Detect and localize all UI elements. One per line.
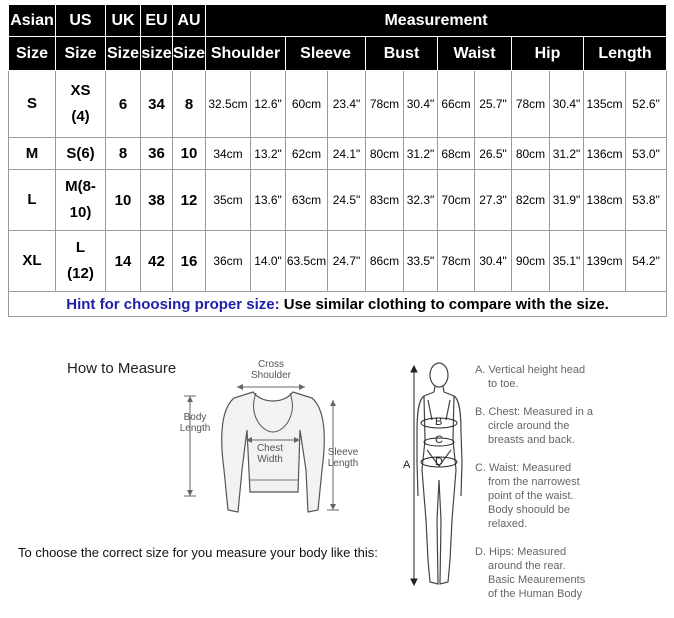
cross-shoulder-label: Cross Shoulder bbox=[250, 359, 292, 381]
measurement-cell: 78cm bbox=[512, 71, 550, 138]
eu-size-cell: 42 bbox=[141, 231, 173, 292]
us-size-line: (4) bbox=[71, 108, 90, 125]
us-size-line: M(8- bbox=[65, 178, 96, 195]
waist-header: Waist bbox=[438, 37, 512, 71]
sleeve-length-label: Sleeve Length bbox=[327, 447, 359, 469]
uk-size-cell: 8 bbox=[106, 138, 141, 170]
bust-header: Bust bbox=[366, 37, 438, 71]
measurement-cell: 12.6" bbox=[251, 71, 286, 138]
measurement-cell: 83cm bbox=[366, 170, 404, 231]
us-size-line: 10) bbox=[69, 204, 92, 221]
measurement-cell: 31.9" bbox=[550, 170, 584, 231]
measurement-cell: 26.5" bbox=[475, 138, 512, 170]
note-a: A. Vertical height head to toe. bbox=[475, 364, 586, 390]
measurement-cell: 53.0" bbox=[626, 138, 667, 170]
us-header: US bbox=[56, 5, 106, 37]
measurement-cell: 32.3" bbox=[404, 170, 438, 231]
measurement-cell: 33.5" bbox=[404, 231, 438, 292]
measurement-cell: 60cm bbox=[286, 71, 328, 138]
measurement-cell: 139cm bbox=[584, 231, 626, 292]
measurement-cell: 30.4" bbox=[404, 71, 438, 138]
us-size-line: (12) bbox=[67, 265, 94, 282]
note-c: C. Waist: Measured from the narrowest point of the waist. Body shoould be relaxed. bbox=[475, 462, 580, 530]
letter-d: D bbox=[435, 456, 443, 468]
measurement-cell: 135cm bbox=[584, 71, 626, 138]
us-size-line: S(6) bbox=[66, 144, 95, 162]
asian-size-cell: S bbox=[9, 71, 56, 138]
asian-size-cell: L bbox=[9, 170, 56, 231]
measurement-cell: 66cm bbox=[438, 71, 475, 138]
measurement-cell: 36cm bbox=[206, 231, 251, 292]
measurement-cell: 32.5cm bbox=[206, 71, 251, 138]
measurement-cell: 136cm bbox=[584, 138, 626, 170]
measurement-cell: 90cm bbox=[512, 231, 550, 292]
measure-instruction: To choose the correct size for you measure your body like this: bbox=[18, 545, 378, 560]
measurement-cell: 30.4" bbox=[475, 231, 512, 292]
measurement-cell: 31.2" bbox=[550, 138, 584, 170]
au-size-cell: 8 bbox=[173, 71, 206, 138]
measurement-cell: 63cm bbox=[286, 170, 328, 231]
letter-b: B bbox=[435, 416, 443, 428]
asian-size-cell: XL bbox=[9, 231, 56, 292]
au-size-cell: 10 bbox=[173, 138, 206, 170]
measurement-cell: 52.6" bbox=[626, 71, 667, 138]
measurement-cell: 138cm bbox=[584, 170, 626, 231]
asian-header: Asian bbox=[9, 5, 56, 37]
uk-size-header: Size bbox=[106, 37, 141, 71]
measurement-cell: 23.4" bbox=[328, 71, 366, 138]
chest-width-label: Chest Width bbox=[256, 443, 284, 465]
uk-size-cell: 6 bbox=[106, 71, 141, 138]
measurement-cell: 30.4" bbox=[550, 71, 584, 138]
measurement-cell: 13.2" bbox=[251, 138, 286, 170]
measurement-cell: 54.2" bbox=[626, 231, 667, 292]
eu-size-cell: 38 bbox=[141, 170, 173, 231]
eu-size-header: size bbox=[141, 37, 173, 71]
measurement-cell: 70cm bbox=[438, 170, 475, 231]
measurement-cell: 78cm bbox=[366, 71, 404, 138]
hip-header: Hip bbox=[512, 37, 584, 71]
measurement-cell: 34cm bbox=[206, 138, 251, 170]
measurement-cell: 78cm bbox=[438, 231, 475, 292]
measurement-cell: 24.1" bbox=[328, 138, 366, 170]
length-header: Length bbox=[584, 37, 667, 71]
hint-lead-text: Hint for choosing proper size: bbox=[66, 295, 280, 313]
uk-size-cell: 10 bbox=[106, 170, 141, 231]
eu-size-cell: 36 bbox=[141, 138, 173, 170]
sleeve-header: Sleeve bbox=[286, 37, 366, 71]
uk-size-cell: 14 bbox=[106, 231, 141, 292]
measurement-cell: 62cm bbox=[286, 138, 328, 170]
au-size-header: Size bbox=[173, 37, 206, 71]
hint-rest-text: Use similar clothing to compare with the size. bbox=[279, 295, 609, 313]
measurement-cell: 24.5" bbox=[328, 170, 366, 231]
us-size-line: L bbox=[75, 239, 86, 256]
measurement-cell: 13.6" bbox=[251, 170, 286, 231]
how-to-measure-title: How to Measure bbox=[67, 360, 177, 377]
note-d: D. Hips: Measured around the rear. Basic Meaurements of the Human Body bbox=[475, 546, 586, 600]
letter-a: A bbox=[403, 459, 411, 471]
uk-header: UK bbox=[106, 5, 141, 37]
measurement-cell: 35.1" bbox=[550, 231, 584, 292]
measurement-cell: 53.8" bbox=[626, 170, 667, 231]
us-size-header: Size bbox=[56, 37, 106, 71]
eu-header: EU bbox=[141, 5, 173, 37]
measurement-cell: 14.0" bbox=[251, 231, 286, 292]
measurement-cell: 63.5cm bbox=[286, 231, 328, 292]
measurement-cell: 25.7" bbox=[475, 71, 512, 138]
measurement-cell: 80cm bbox=[366, 138, 404, 170]
eu-size-cell: 34 bbox=[141, 71, 173, 138]
measurement-cell: 68cm bbox=[438, 138, 475, 170]
shoulder-header: Shoulder bbox=[206, 37, 286, 71]
measurement-cell: 31.2" bbox=[404, 138, 438, 170]
measurement-cell: 86cm bbox=[366, 231, 404, 292]
measurement-cell: 27.3" bbox=[475, 170, 512, 231]
body-length-label: Body Length bbox=[179, 412, 211, 434]
us-size-line: XS bbox=[70, 82, 91, 99]
measurement-cell: 35cm bbox=[206, 170, 251, 231]
measurement-header: Measurement bbox=[206, 5, 667, 37]
measurement-cell: 24.7" bbox=[328, 231, 366, 292]
note-b: B. Chest: Measured in a circle around the breasts and back. bbox=[475, 406, 594, 446]
measurement-cell: 82cm bbox=[512, 170, 550, 231]
asian-size-cell: M bbox=[9, 138, 56, 170]
au-size-cell: 16 bbox=[173, 231, 206, 292]
letter-c: C bbox=[435, 434, 443, 446]
asian-size-header: Size bbox=[9, 37, 56, 71]
au-size-cell: 12 bbox=[173, 170, 206, 231]
measurement-cell: 80cm bbox=[512, 138, 550, 170]
au-header: AU bbox=[173, 5, 206, 37]
